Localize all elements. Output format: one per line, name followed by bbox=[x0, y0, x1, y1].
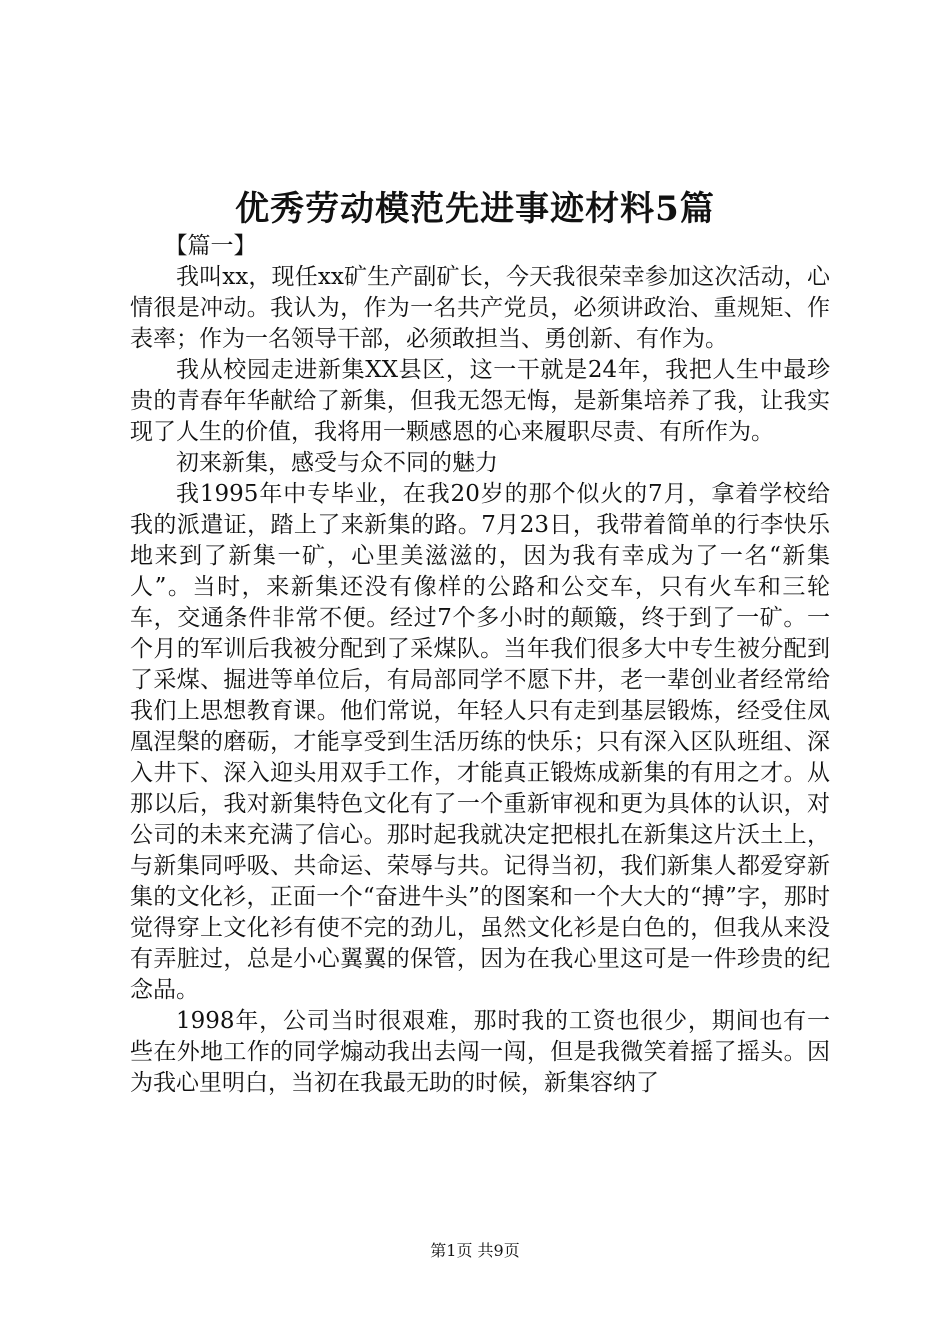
paragraph: 我叫xx，现任xx矿生产副矿长，今天我很荣幸参加这次活动，心情很是冲动。我认为，作为一名共产党员，必须讲政治、重规矩、作表率；作为一名领导干部，必须敢担当、勇创新、有作为。 bbox=[130, 264, 830, 352]
document-title: 优秀劳动模范先进事迹材料5篇 bbox=[235, 189, 715, 229]
paragraph: 1998年，公司当时很艰难，那时我的工资也很少，期间也有一些在外地工作的同学煽动我出去闯一闯，但是我微笑着摇了摇头。因为我心里明白，当初在我最无助的时候，新集容纳了 bbox=[130, 1008, 830, 1096]
page-footer: 第1页 共9页 bbox=[430, 1241, 520, 1260]
subheading: 初来新集，感受与众不同的魅力 bbox=[176, 450, 498, 476]
paragraph: 我1995年中专毕业，在我20岁的那个似火的7月，拿着学校给我的派遣证，踏上了来新集的路。7月23日，我带着简单的行李快乐地来到了新集一矿，心里美滋滋的，因为我有幸成为了一名“新集人”。当时，来新集还没有像样的公路和公交车，只有火车和三轮车，交通条件非常不便。经过7个多小时的颠簸，终于到了一矿。一个月的军训后我被分配到了采煤队。当年我们很多大中专生被分配到了采煤、掘进等单位后，有局部同学不愿下井，老一辈创业者经常给我们上思想教育课。他们常说，年轻人只有走到基层锻炼，经受住凤凰涅槃的磨砺，才能享受到生活历练的快乐；只有深入区队班组、深入井下、深入迎头用双手工作，才能真正锻炼成新集的有用之才。从那以后，我对新集特色文化有了一个重新审视和更为具体的认识，对公司的未来充满了信心。那时起我就决定把根扎在新集这片沃土上，与新集同呼吸、共命运、荣辱与共。记得当初，我们新集人都爱穿新集的文化衫，正面一个“奋进牛头”的图案和一个大大的“搏”字，那时觉得穿上文化衫有使不完的劲儿，虽然文化衫是白色的，但我从来没有弄脏过，总是小心翼翼的保管，因为在我心里这可是一件珍贵的纪念品。 bbox=[130, 481, 830, 1003]
section-heading: 【篇一】 bbox=[164, 233, 257, 259]
paragraph: 我从校园走进新集XX县区，这一干就是24年，我把人生中最珍贵的青春年华献给了新集，但我无怨无悔，是新集培养了我，让我实现了人生的价值，我将用一颗感恩的心来履职尽责、有所作为。 bbox=[130, 357, 830, 445]
document-body bbox=[130, 231, 830, 1099]
